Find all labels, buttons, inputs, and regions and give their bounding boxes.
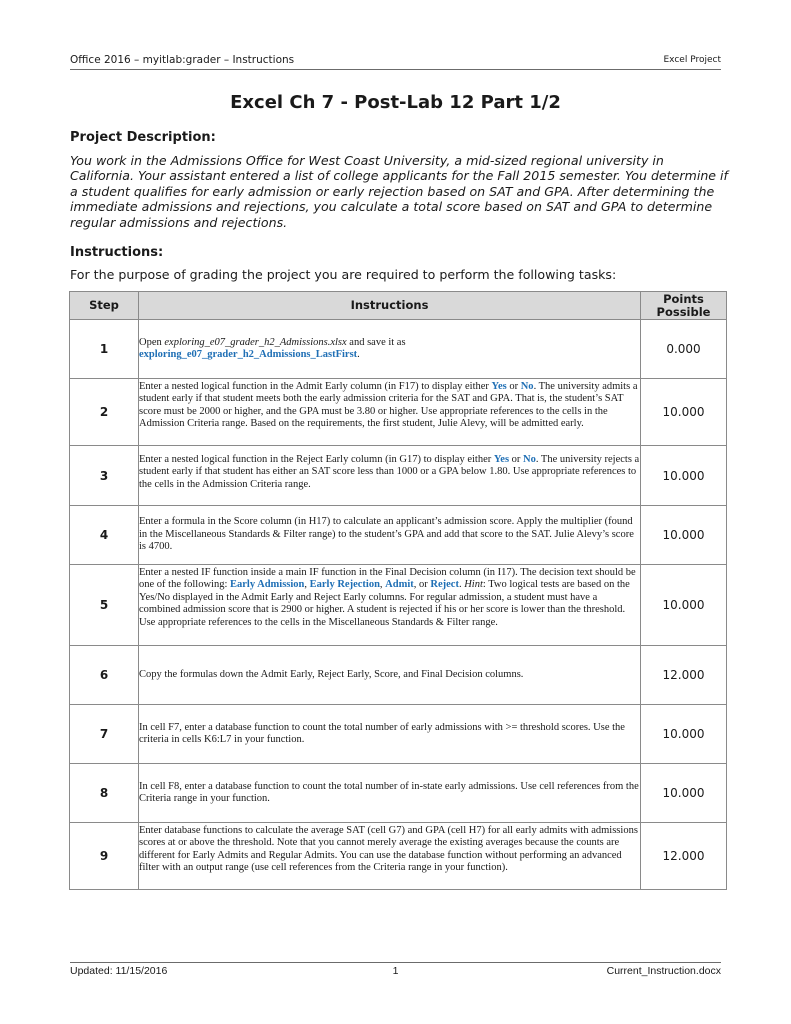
step-number: 2 — [70, 379, 139, 446]
instructions-heading: Instructions: — [70, 245, 164, 260]
decision-early-admission: Early Admission — [229, 579, 305, 591]
step-number: 7 — [70, 705, 139, 764]
instruction-text: : Two logical tests are based on the Yes/No displayed in the Admit Early and Reject Early columns. For regular admission, a student must have a combined admission score that is 2900 or higher. A student is rejected if his or her score is lower than the threshold. Use appropriate references to the cells in the Miscellaneous Standards & Filter range. — [139, 579, 630, 628]
step-instruction — [139, 320, 641, 379]
instruction-text: or — [509, 454, 524, 465]
points-value: 10.000 — [641, 446, 727, 506]
step-number: 5 — [70, 565, 139, 646]
points-value: 0.000 — [641, 320, 727, 379]
footer-filename: Current_Instruction.docx — [606, 965, 721, 977]
step-instruction: Enter database functions to calculate the average SAT (cell G7) and GPA (cell H7) for all early admits with admissions scores at or above the threshold. Note that you cannot merely average the existing averages because the counts are different for Early Admits and Regular Admits. You can use the database function without performing an advanced filter with an output range (use cell references from the Criteria range in your function). — [139, 823, 641, 890]
step-number: 6 — [70, 646, 139, 705]
header-right-text: Excel Project — [663, 55, 721, 65]
document-title: Excel Ch 7 - Post-Lab 12 Part 1/2 — [230, 92, 561, 113]
points-value: 12.000 — [641, 823, 727, 890]
header-divider — [70, 69, 721, 70]
step-instruction: In cell F8, enter a database function to count the total number of in-state early admissions. Use cell references from the Criteria range in your function. — [139, 764, 641, 823]
step-instruction: In cell F7, enter a database function to count the total number of early admissions with >= threshold scores. Use the criteria in cells K6:L7 in your function. — [139, 705, 641, 764]
table-row — [70, 565, 727, 646]
footer-updated-date: Updated: 11/15/2016 — [70, 965, 168, 977]
step-number: 8 — [70, 764, 139, 823]
decision-early-rejection: Early Rejection — [309, 579, 380, 591]
step-column-header: Step — [70, 292, 139, 320]
yes-value: Yes — [493, 454, 510, 465]
step-instruction — [139, 565, 641, 646]
no-value: No — [520, 381, 534, 392]
header-left-text: Office 2016 – myitlab:grader – Instructions — [70, 54, 295, 66]
points-value: 12.000 — [641, 646, 727, 705]
points-value: 10.000 — [641, 565, 727, 646]
table-row — [70, 705, 727, 764]
table-row — [70, 646, 727, 705]
step-number: 4 — [70, 506, 139, 565]
points-value: 10.000 — [641, 379, 727, 446]
instruction-text: Open — [139, 336, 165, 348]
table-row — [70, 379, 727, 446]
project-description-text: You work in the Admissions Office for West Coast University, a mid-sized regional university in California. Your assistant entered a list of college applicants for the Fall 2015 semester. You determine if a student qualifies for early admission or early rejection based on SAT and GPA. After determining the immediate admissions and rejections, you calculate a total score based on SAT and GPA to determine regular admissions and rejections. — [70, 153, 728, 230]
table-row — [70, 823, 727, 890]
instruction-text: Enter a nested logical function in the Reject Early column (in G17) to display either — [139, 454, 494, 465]
step-instruction: Enter a formula in the Score column (in H17) to calculate an applicant’s admission score. Apply the multiplier (found in the Miscellaneous Standards & Filter range) to the student’s GPA and add that score to the SAT. Julie Alevy’s score is 4700. — [139, 506, 641, 565]
instructions-intro: For the purpose of grading the project you are required to perform the following tasks: — [70, 267, 617, 282]
decision-reject: Reject — [430, 579, 459, 591]
points-value: 10.000 — [641, 764, 727, 823]
instruction-text: . The university admits a student early if that student meets both the early admission criteria for the SAT and GPA. That is, the student’s SAT score must be 2000 or higher, and the GPA must be 3.80 or higher. Use appropriate references to the cells in the Admission Criteria range. Based on the requirements, the first student, Julie Alevy, will be admitted early. — [139, 381, 638, 430]
instructions-column-header: Instructions — [139, 292, 641, 320]
decision-admit: Admit — [385, 579, 414, 591]
hint-label: Hint — [464, 579, 483, 591]
step-instruction: Copy the formulas down the Admit Early, Reject Early, Score, and Final Decision columns. — [139, 646, 641, 705]
no-value: No — [523, 454, 536, 465]
instruction-text: , or — [413, 579, 431, 591]
points-value: 10.000 — [641, 705, 727, 764]
table-row — [70, 506, 727, 565]
step-instruction — [139, 446, 641, 506]
step-number: 1 — [70, 320, 139, 379]
tasks-table — [69, 291, 727, 890]
instruction-text: or — [506, 381, 521, 392]
instruction-text: Enter a nested IF function inside a main IF function in the Final Decision column (in I17). The decision text should be one of the following: — [139, 567, 636, 591]
instruction-text: . — [458, 579, 465, 591]
instruction-text: Enter a nested logical function in the Admit Early column (in F17) to display either — [139, 381, 492, 392]
footer-page-number: 1 — [392, 965, 399, 977]
points-header-line2: Possible — [656, 304, 711, 319]
points-column-header — [641, 292, 727, 320]
step-instruction — [139, 379, 641, 446]
instruction-text: , — [304, 579, 310, 591]
table-header-row — [70, 292, 727, 320]
project-description-heading: Project Description: — [70, 130, 216, 145]
points-header-line1: Points — [663, 291, 704, 306]
yes-value: Yes — [491, 381, 507, 392]
save-file-name: exploring_e07_grader_h2_Admissions_LastFirst — [139, 349, 358, 360]
points-value: 10.000 — [641, 506, 727, 565]
instruction-text: and save it as — [346, 336, 406, 348]
table-row — [70, 320, 727, 379]
instruction-text: . — [357, 349, 360, 360]
table-row — [70, 446, 727, 506]
footer-divider — [70, 962, 721, 963]
step-number: 9 — [70, 823, 139, 890]
open-file-name: exploring_e07_grader_h2_Admissions.xlsx — [164, 336, 347, 348]
instruction-text: , — [379, 579, 386, 591]
instruction-text: . The university rejects a student early if that student has either an SAT score less than 1000 or a GPA below 1.80. Use appropriate references to the cells in the Admission Criteria range. — [139, 454, 640, 490]
table-row — [70, 764, 727, 823]
step-number: 3 — [70, 446, 139, 506]
